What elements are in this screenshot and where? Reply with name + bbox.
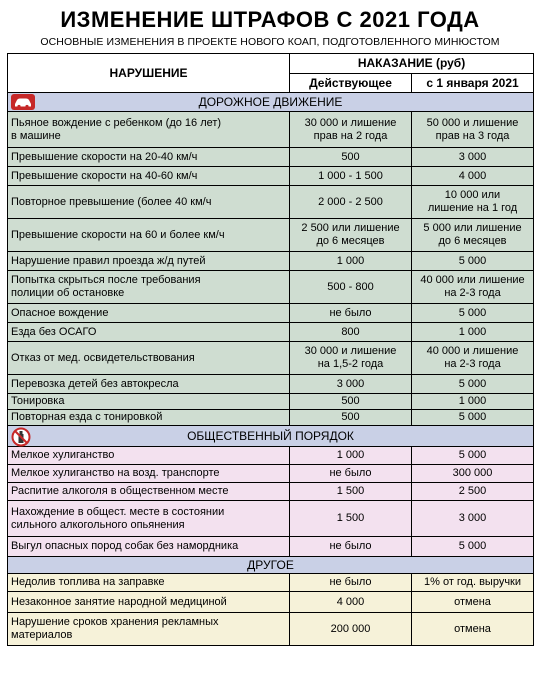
- violation-cell: Мелкое хулиганство: [8, 447, 290, 465]
- section-order: [8, 426, 534, 447]
- current-penalty-cell: 3 000: [290, 375, 412, 394]
- current-penalty-cell: 30 000 и лишение на 1,5-2 года: [290, 342, 412, 375]
- new-penalty-cell: 5 000: [412, 375, 534, 394]
- section-other-title: ДРУГОЕ: [247, 557, 294, 572]
- table-row: [8, 410, 534, 426]
- violation-cell: Мелкое хулиганство на возд. транспорте: [8, 465, 290, 483]
- current-penalty-cell: 30 000 и лишение прав на 2 года: [290, 112, 412, 148]
- new-penalty-cell: 5 000 или лишение до 6 месяцев: [412, 219, 534, 252]
- table-row: [8, 219, 534, 252]
- current-penalty-cell: не было: [290, 465, 412, 483]
- violation-header: НАРУШЕНИЕ: [8, 54, 290, 93]
- table-row: [8, 375, 534, 394]
- current-penalty-cell: 1 000: [290, 252, 412, 271]
- table-row: [8, 271, 534, 304]
- violation-cell: Повторная езда с тонировкой: [8, 410, 290, 426]
- current-penalty-cell: 200 000: [290, 613, 412, 646]
- violation-cell: Попытка скрыться после требования полиции об остановке: [8, 271, 290, 304]
- violation-cell: Превышение скорости на 60 и более км/ч: [8, 219, 290, 252]
- new-penalty-cell: 2 500: [412, 483, 534, 501]
- new-penalty-cell: 40 000 и лишение на 2-3 года: [412, 342, 534, 375]
- violation-cell: Нахождение в общест. месте в состоянии сильного алкогольного опьянения: [8, 501, 290, 537]
- new-penalty-cell: отмена: [412, 592, 534, 613]
- violation-cell: Нарушение сроков хранения рекламных материалов: [8, 613, 290, 646]
- new-penalty-cell: отмена: [412, 613, 534, 646]
- table-row: [8, 501, 534, 537]
- table-row: [8, 465, 534, 483]
- table-row: [8, 186, 534, 219]
- new-penalty-cell: 50 000 и лишение прав на 3 года: [412, 112, 534, 148]
- no-drinking-icon: [11, 427, 31, 450]
- current-penalty-cell: 1 500: [290, 483, 412, 501]
- current-penalty-cell: 1 500: [290, 501, 412, 537]
- current-penalty-cell: 1 000: [290, 447, 412, 465]
- new-penalty-cell: 5 000: [412, 537, 534, 557]
- new-penalty-cell: 1% от год. выручки: [412, 574, 534, 592]
- section-order-title: ОБЩЕСТВЕННЫЙ ПОРЯДОК: [187, 428, 354, 443]
- section-road-title: ДОРОЖНОЕ ДВИЖЕНИЕ: [198, 94, 343, 109]
- table-row: [8, 537, 534, 557]
- current-penalty-cell: не было: [290, 304, 412, 323]
- table-row: [8, 304, 534, 323]
- new-penalty-cell: 40 000 или лишение на 2-3 года: [412, 271, 534, 304]
- current-penalty-cell: 4 000: [290, 592, 412, 613]
- table-row: [8, 592, 534, 613]
- section-road: [8, 93, 534, 112]
- table-row: [8, 613, 534, 646]
- table-row: [8, 252, 534, 271]
- new-penalty-cell: 4 000: [412, 167, 534, 186]
- violation-cell: Нарушение правил проезда ж/д путей: [8, 252, 290, 271]
- table-row: [8, 167, 534, 186]
- new-penalty-cell: 5 000: [412, 447, 534, 465]
- table-row: [8, 574, 534, 592]
- page-title: ИЗМЕНЕНИЕ ШТРАФОВ С 2021 ГОДА: [60, 7, 480, 32]
- violation-cell: Пьяное вождение с ребенком (до 16 лет) в машине: [8, 112, 290, 148]
- current-penalty-cell: 500: [290, 410, 412, 426]
- current-penalty-cell: 500: [290, 148, 412, 167]
- current-penalty-cell: 1 000 - 1 500: [290, 167, 412, 186]
- violation-cell: Недолив топлива на заправке: [8, 574, 290, 592]
- violation-cell: Перевозка детей без автокресла: [8, 375, 290, 394]
- current-penalty-cell: 2 000 - 2 500: [290, 186, 412, 219]
- violation-cell: Распитие алкоголя в общественном месте: [8, 483, 290, 501]
- violation-cell: Езда без ОСАГО: [8, 323, 290, 342]
- violation-cell: Незаконное занятие народной медициной: [8, 592, 290, 613]
- table-row: [8, 323, 534, 342]
- current-penalty-cell: 500 - 800: [290, 271, 412, 304]
- violation-cell: Превышение скорости на 40-60 км/ч: [8, 167, 290, 186]
- new-penalty-cell: 1 000: [412, 323, 534, 342]
- table-row: [8, 394, 534, 410]
- table-row: [8, 148, 534, 167]
- car-icon: [11, 94, 35, 113]
- violation-cell: Повторное превышение (более 40 км/ч: [8, 186, 290, 219]
- current-penalty-cell: 800: [290, 323, 412, 342]
- violation-cell: Отказ от мед. освидетельствования: [8, 342, 290, 375]
- violation-cell: Выгул опасных пород собак без намордника: [8, 537, 290, 557]
- new-penalty-cell: 300 000: [412, 465, 534, 483]
- current-penalty-cell: не было: [290, 537, 412, 557]
- table-row: [8, 342, 534, 375]
- table-row: [8, 112, 534, 148]
- current-penalty-cell: не было: [290, 574, 412, 592]
- table-row: [8, 447, 534, 465]
- fines-table: [7, 53, 534, 646]
- new-penalty-cell: 5 000: [412, 410, 534, 426]
- current-penalty-cell: 2 500 или лишение до 6 месяцев: [290, 219, 412, 252]
- page-subtitle: ОСНОВНЫЕ ИЗМЕНЕНИЯ В ПРОЕКТЕ НОВОГО КОАП, ПОДГОТОВЛЕННОГО МИНЮСТОМ: [40, 36, 500, 48]
- violation-cell: Опасное вождение: [8, 304, 290, 323]
- violation-cell: Превышение скорости на 20-40 км/ч: [8, 148, 290, 167]
- new-penalty-cell: 3 000: [412, 148, 534, 167]
- new-penalty-cell: 5 000: [412, 252, 534, 271]
- current-penalty-cell: 500: [290, 394, 412, 410]
- new-penalty-cell: 5 000: [412, 304, 534, 323]
- new-header: с 1 января 2021: [412, 74, 534, 93]
- violation-cell: Тонировка: [8, 394, 290, 410]
- penalty-header: НАКАЗАНИЕ (руб): [290, 54, 534, 74]
- section-other: [8, 557, 534, 574]
- current-header: Действующее: [290, 74, 412, 93]
- new-penalty-cell: 1 000: [412, 394, 534, 410]
- new-penalty-cell: 3 000: [412, 501, 534, 537]
- new-penalty-cell: 10 000 или лишение на 1 год: [412, 186, 534, 219]
- table-row: [8, 483, 534, 501]
